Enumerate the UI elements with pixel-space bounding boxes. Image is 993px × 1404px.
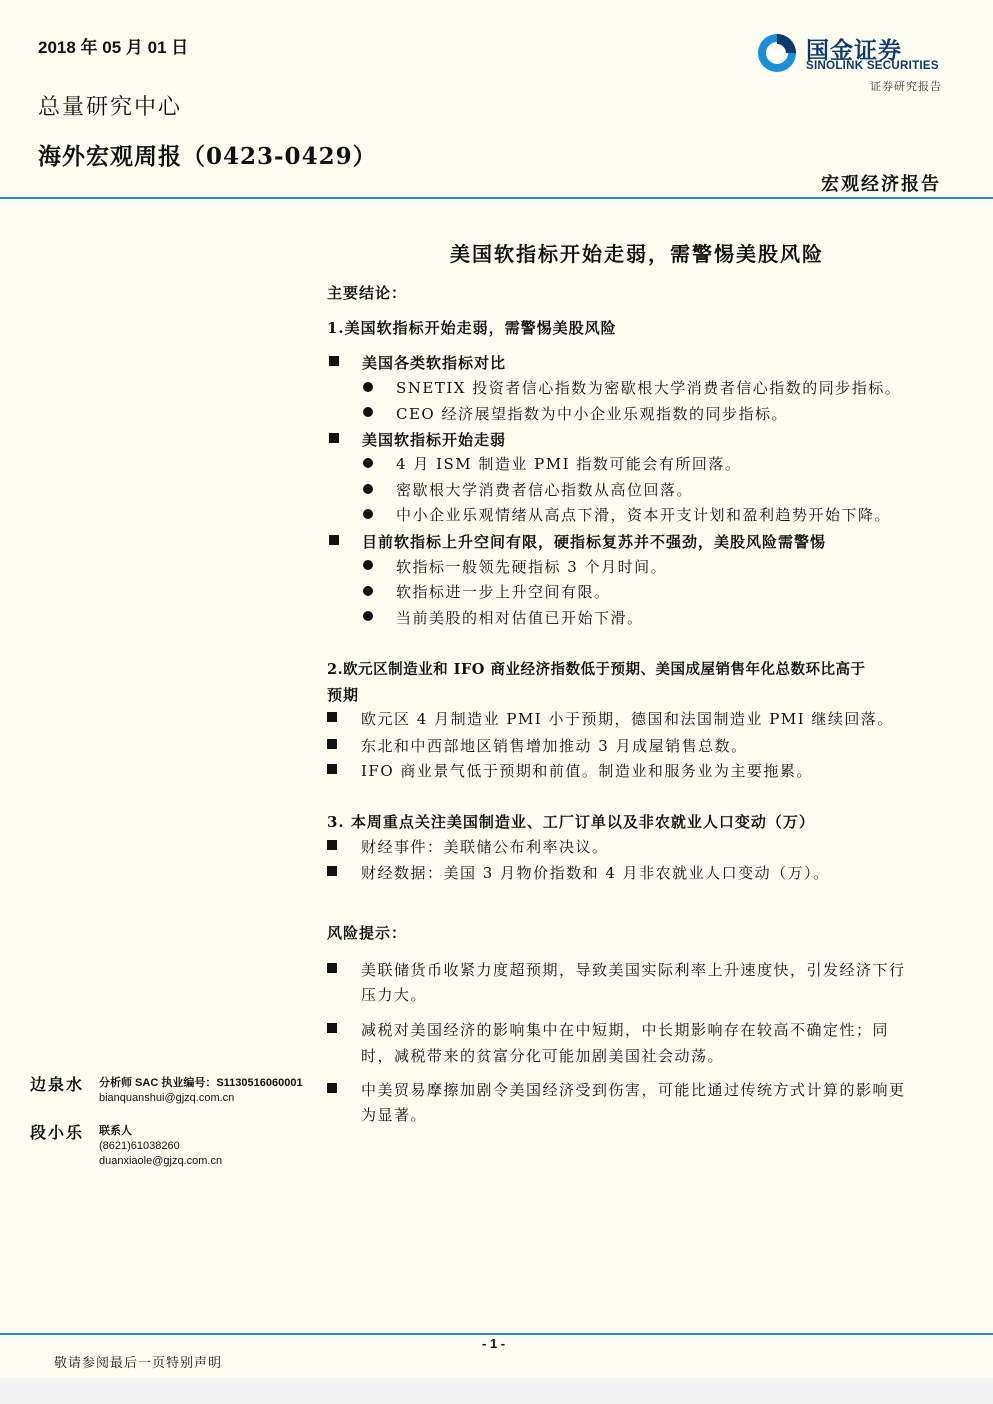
analyst-role: 分析师 SAC 执业编号：S1130516060001 — [99, 1077, 303, 1089]
report-date: 2018 年 05 月 01 日 — [38, 38, 189, 57]
section-1-heading: 1.美国软指标开始走弱，需警惕美股风险 — [327, 319, 617, 337]
list-item: 财经数据：美国 3 月物价指数和 4 月非农就业人口变动（万）。 — [361, 864, 830, 882]
round-bullet-icon — [363, 407, 373, 417]
list-item: 东北和中西部地区销售增加推动 3 月成屋销售总数。 — [361, 737, 748, 755]
conclusions-label: 主要结论： — [327, 284, 408, 302]
list-item: 软指标进一步上升空间有限。 — [396, 583, 611, 601]
report-title: 美国软指标开始走弱，需警惕美股风险 — [450, 242, 824, 266]
list-item: 欧元区 4 月制造业 PMI 小于预期，德国和法国制造业 PMI 继续回落。 — [361, 710, 894, 728]
group-3-title: 目前软指标上升空间有限，硬指标复苏并不强劲，美股风险需警惕 — [362, 533, 827, 551]
list-item: SNETIX 投资者信心指数为密歇根大学消费者信心指数的同步指标。 — [396, 379, 902, 397]
square-bullet-icon — [329, 356, 339, 366]
footer-band — [0, 1378, 993, 1404]
risk-item-line: 中美贸易摩擦加剧令美国经济受到伤害，可能比通过传统方式计算的影响更 — [361, 1081, 906, 1099]
round-bullet-icon — [363, 458, 373, 468]
analyst-phone: (8621)61038260 — [99, 1140, 180, 1152]
department-name: 总量研究中心 — [38, 95, 183, 120]
square-bullet-icon — [329, 433, 339, 443]
square-bullet-icon — [329, 535, 339, 545]
square-bullet-icon — [327, 866, 337, 876]
footer-disclaimer: 敬请参阅最后一页特别声明 — [54, 1356, 223, 1371]
group-2-title: 美国软指标开始走弱 — [362, 431, 507, 449]
analyst-role: 联系人 — [99, 1125, 132, 1137]
list-item: 当前美股的相对估值已开始下滑。 — [396, 609, 644, 627]
report-type: 宏观经济报告 — [821, 174, 941, 195]
list-item: 软指标一般领先硬指标 3 个月时间。 — [396, 558, 668, 576]
round-bullet-icon — [363, 560, 373, 570]
list-item: CEO 经济展望指数为中小企业乐观指数的同步指标。 — [396, 405, 788, 423]
analyst-email[interactable]: duanxiaole@gjzq.com.cn — [99, 1155, 223, 1167]
risk-item-line: 减税对美国经济的影响集中在中短期，中长期影响存在较高不确定性；同 — [361, 1021, 890, 1039]
report-series-title: 海外宏观周报（0423-0429） — [38, 143, 377, 170]
square-bullet-icon — [327, 840, 337, 850]
square-bullet-icon — [327, 739, 337, 749]
risk-item-line: 时，减税带来的贫富分化可能加剧美国社会动荡。 — [361, 1047, 725, 1065]
list-item: 密歇根大学消费者信心指数从高位回落。 — [396, 481, 694, 499]
logo-chinese-name: 国金证券 — [806, 37, 902, 63]
analyst-email[interactable]: bianquanshui@gjzq.com.cn — [99, 1092, 235, 1104]
analyst-name: 段小乐 — [30, 1123, 85, 1142]
list-item: IFO 商业景气低于预期和前值。制造业和服务业为主要拖累。 — [361, 762, 813, 780]
logo-english-name: SINOLINK SECURITIES — [806, 60, 939, 72]
list-item: 4 月 ISM 制造业 PMI 指数可能会有所回落。 — [396, 455, 742, 473]
round-bullet-icon — [363, 509, 373, 519]
page-number: - 1 - — [482, 1336, 506, 1351]
risk-item-line: 美联储货币收紧力度超预期，导致美国实际利率上升速度快，引发经济下行 — [361, 961, 906, 979]
square-bullet-icon — [327, 963, 337, 973]
analyst-name: 边泉水 — [30, 1075, 85, 1094]
square-bullet-icon — [327, 712, 337, 722]
risk-label: 风险提示： — [327, 924, 408, 942]
analyst-info — [99, 1124, 314, 1169]
risk-item-line: 压力大。 — [361, 986, 428, 1004]
square-bullet-icon — [327, 764, 337, 774]
logo-tagline: 证券研究报告 — [870, 80, 942, 93]
round-bullet-icon — [363, 484, 373, 494]
section-2-heading-cont: 预期 — [327, 686, 360, 704]
group-1-title: 美国各类软指标对比 — [362, 354, 507, 372]
round-bullet-icon — [363, 382, 373, 392]
list-item: 中小企业乐观情绪从高点下滑，资本开支计划和盈利趋势开始下降。 — [396, 506, 892, 524]
analyst-info — [99, 1076, 314, 1106]
round-bullet-icon — [363, 611, 373, 621]
square-bullet-icon — [327, 1083, 337, 1093]
risk-item-line: 为显著。 — [361, 1106, 428, 1124]
footer-rule — [0, 1333, 993, 1335]
list-item: 财经事件：美联储公布利率决议。 — [361, 838, 609, 856]
section-2-heading: 2.欧元区制造业和 IFO 商业经济指数低于预期、美国成屋销售年化总数环比高于 — [327, 661, 866, 678]
round-bullet-icon — [363, 586, 373, 596]
section-3-heading: 3. 本周重点关注美国制造业、工厂订单以及非农就业人口变动（万） — [327, 813, 815, 831]
header-rule — [0, 197, 993, 199]
square-bullet-icon — [327, 1023, 337, 1033]
